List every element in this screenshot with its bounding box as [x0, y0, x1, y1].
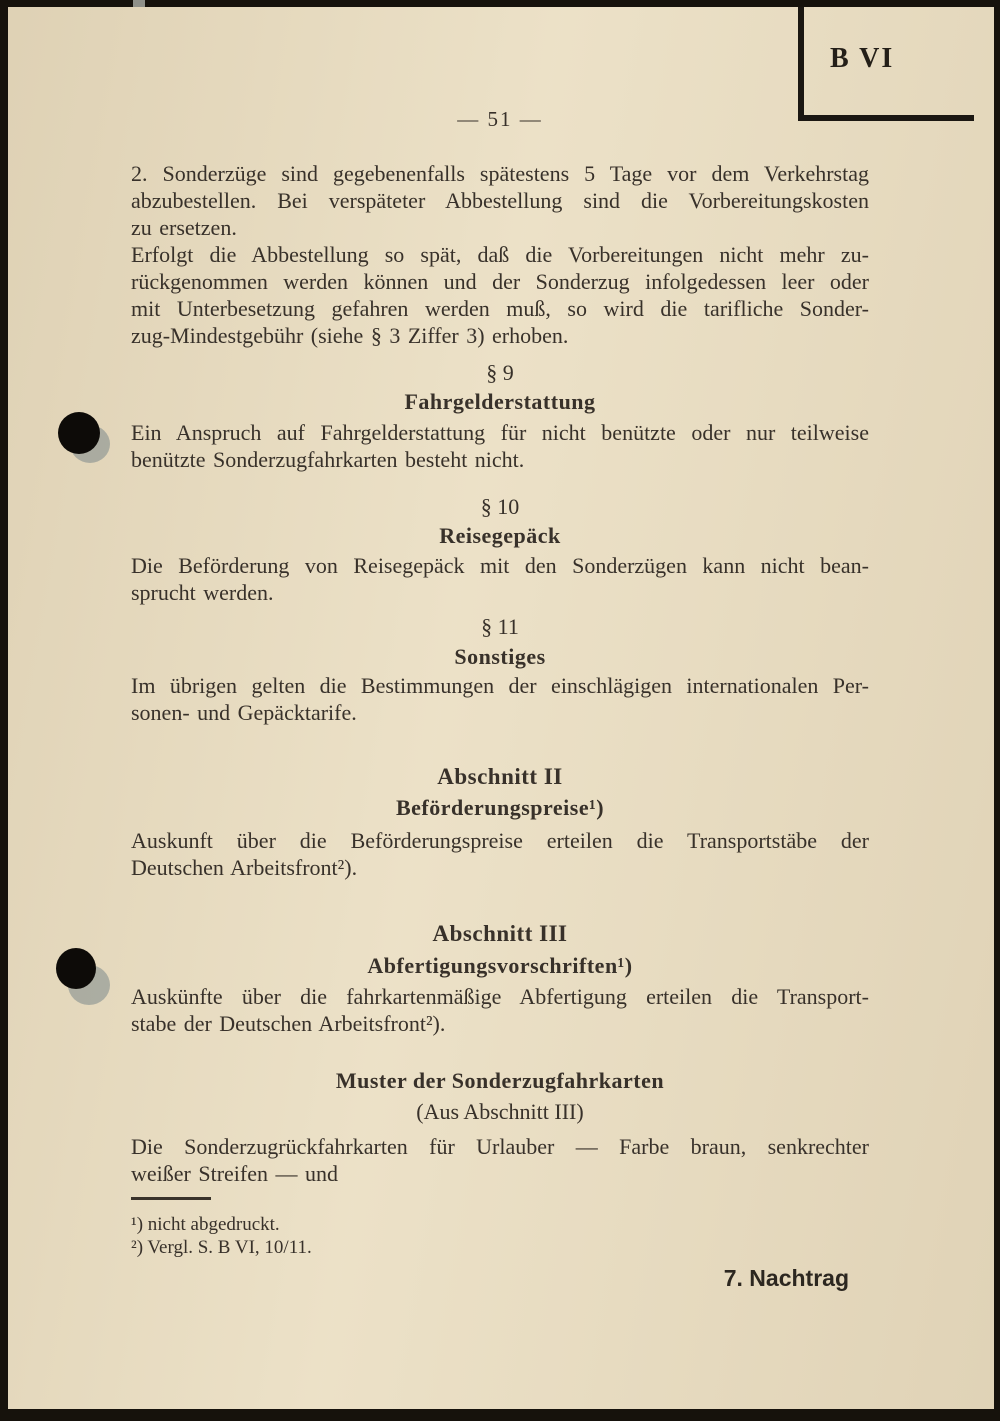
abschnitt-2-heading: Abschnitt II: [437, 764, 563, 789]
section-10-title: Reisegepäck: [439, 523, 561, 548]
section-11-number: § 11: [481, 614, 519, 639]
section-11-body: Im übrigen gelten die Bestimmungen der einschlägigen internationalen Per- sonen- und Gepäcktarife.: [131, 673, 869, 725]
supplement-note: 7. Nachtrag: [723, 1265, 849, 1291]
abschnitt-3-body: Auskünfte über die fahrkartenmäßige Abfertigung erteilen die Transport- stabe der Deutschen Arbeitsfront²).: [131, 984, 869, 1036]
section-9-title: Fahrgelderstattung: [404, 389, 596, 414]
section-11-title: Sonstiges: [454, 644, 546, 669]
muster-heading: Muster der Sonderzugfahrkarten: [335, 1068, 665, 1093]
footnotes: ¹) nicht abgedruckt. ²) Vergl. S. B VI, 10/11.: [131, 1214, 312, 1258]
abschnitt-3-heading: Abschnitt III: [432, 921, 568, 946]
scan-artifact-notch: [133, 0, 145, 7]
abschnitt-2-subheading: Beförderungspreise¹): [395, 795, 605, 820]
paragraph-late-cancellation: Erfolgt die Abbestellung so spät, daß die Vorbereitungen nicht mehr zu- rückgenommen werden können und der Sonderzug infolgedessen leer oder mit Unterbesetzung gefahren werden muß, so wird die tarifliche Sonder- zug-Mindestgebühr (siehe § 3 Ziffer 3) erhoben.: [131, 242, 869, 348]
punch-hole: [56, 948, 96, 989]
punch-hole: [58, 412, 100, 454]
muster-subheading: (Aus Abschnitt III): [416, 1099, 584, 1124]
muster-body: Die Sonderzugrückfahrkarten für Urlauber — Farbe braun, senkrechter weißer Streifen — und: [131, 1134, 869, 1186]
section-10-body: Die Beförderung von Reisegepäck mit den Sonderzügen kann nicht bean- sprucht werden.: [131, 553, 869, 605]
section-9-number: § 9: [486, 360, 514, 385]
paper: [8, 7, 994, 1409]
footnote-rule: [131, 1197, 211, 1200]
section-10-number: § 10: [480, 494, 520, 519]
abschnitt-3-subheading: Abfertigungsvorschriften¹): [367, 953, 633, 978]
corner-label: B VI: [830, 43, 895, 74]
page-number: — 51 —: [457, 107, 543, 131]
corner-label-box: [798, 7, 974, 121]
section-9-body: Ein Anspruch auf Fahrgelderstattung für nicht benützte oder nur teilweise benützte Sonderzugfahrkarten besteht nicht.: [131, 420, 869, 472]
abschnitt-2-body: Auskunft über die Beförderungspreise erteilen die Transportstäbe der Deutschen Arbeitsfront²).: [131, 828, 869, 880]
paragraph-cancellation: 2. Sonderzüge sind gegebenenfalls spätestens 5 Tage vor dem Verkehrstag abzubestellen. Bei verspäteter Abbestellung sind die Vorbereitungskosten zu ersetzen.: [131, 161, 869, 240]
